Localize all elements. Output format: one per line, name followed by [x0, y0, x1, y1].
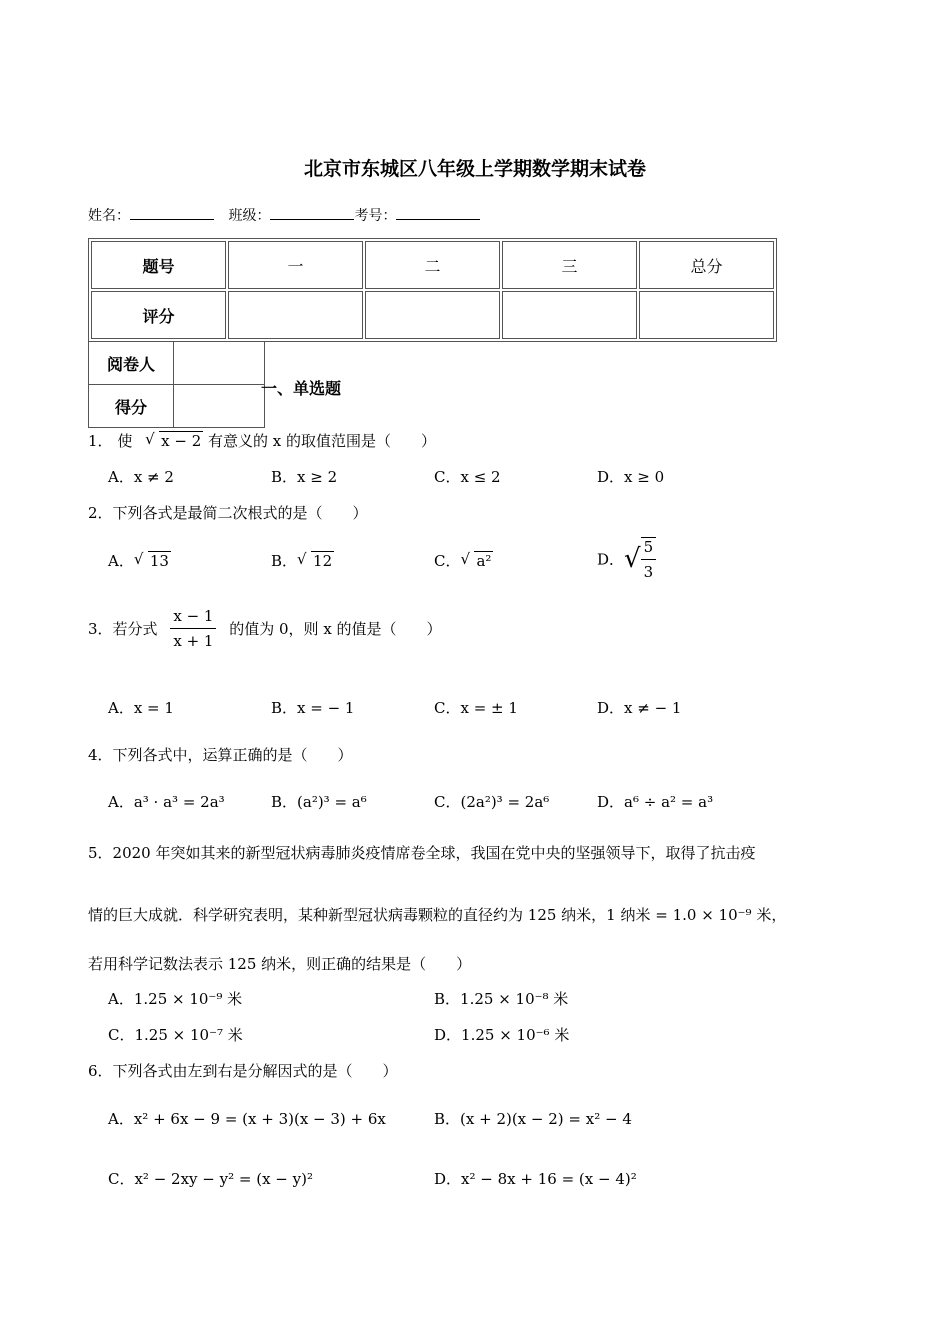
q3-fraction	[170, 607, 216, 650]
score-header-label: 题号	[91, 241, 226, 289]
q3-denominator: x + 1	[173, 632, 214, 650]
score-header-total: 总分	[639, 241, 774, 289]
q1-option-d[interactable]: D．x ≥ 0	[597, 468, 665, 486]
page-title: 北京市东城区八年级上学期数学期末试卷	[303, 158, 646, 180]
q2-option-b-radical: √ 12	[297, 550, 333, 570]
class-label: 班级：	[228, 208, 271, 224]
q6-option-b[interactable]: B．(x + 2)(x − 2) = x² − 4	[434, 1110, 632, 1128]
q6-option-d[interactable]: D．x² − 8x + 16 = (x − 4)²	[434, 1170, 637, 1188]
q2-option-d-numerator: 5	[641, 538, 657, 560]
q6-number: 6．	[88, 1062, 113, 1080]
q4-option-c[interactable]: C．(2a²)³ = 2a⁶	[434, 793, 550, 811]
q2-option-d-label: D．	[597, 550, 625, 569]
q2-option-d-fraction	[641, 537, 657, 581]
q4-option-b[interactable]: B．(a²)³ = a⁶	[271, 793, 367, 811]
q3-option-a[interactable]: A．x = 1	[108, 699, 174, 717]
q2-option-c[interactable]	[434, 550, 493, 571]
q2-option-b-label: B．	[271, 552, 298, 570]
q2-option-a[interactable]	[108, 550, 171, 571]
q1-post: 有意义的 x 的取值范围是（ ）	[208, 432, 437, 450]
reviewer-label: 阅卷人	[89, 342, 174, 385]
reviewer-cell[interactable]	[174, 342, 265, 385]
question-1	[88, 430, 436, 451]
grader-score-cell[interactable]	[174, 385, 265, 428]
q5-line-3: 若用科学记数法表示 125 纳米，则正确的结果是（ ）	[88, 955, 472, 973]
q3-numerator: x − 1	[170, 607, 216, 629]
name-label: 姓名：	[88, 208, 130, 224]
q3-option-c[interactable]: C．x = ± 1	[434, 699, 518, 717]
question-3	[88, 607, 442, 650]
q4-number: 4．	[88, 746, 113, 764]
q3-post: 的值为 0，则 x 的值是（ ）	[229, 620, 442, 638]
q2-option-a-radicand: 13	[149, 552, 169, 570]
q6-option-c[interactable]: C．x² − 2xy − y² = (x − y)²	[108, 1170, 313, 1188]
q1-option-c[interactable]: C．x ≤ 2	[434, 468, 501, 486]
q1-option-b[interactable]: B．x ≥ 2	[271, 468, 338, 486]
q3-option-b[interactable]: B．x = − 1	[271, 699, 355, 717]
q1-radicand: x − 2	[161, 432, 202, 450]
q2-option-d-denominator: 3	[643, 563, 654, 581]
grader-table	[88, 341, 265, 428]
score-header-1: 一	[228, 241, 363, 289]
score-cell[interactable]	[228, 291, 363, 339]
q3-option-d[interactable]: D．x ≠ − 1	[597, 699, 682, 717]
q1-number: 1．	[88, 432, 113, 450]
q5-option-b[interactable]: B．1.25 × 10⁻⁸ 米	[434, 990, 569, 1008]
q1-option-a[interactable]: A．x ≠ 2	[108, 468, 174, 486]
q2-option-d-radical-sign: √	[624, 544, 641, 574]
class-field[interactable]	[270, 206, 354, 220]
q1-pre: 使	[117, 432, 133, 450]
q2-option-c-radical: √ a²	[460, 550, 492, 570]
q2-option-b[interactable]	[271, 550, 334, 571]
q6-option-a[interactable]: A．x² + 6x − 9 = (x + 3)(x − 3) + 6x	[108, 1110, 386, 1128]
q2-option-b-radicand: 12	[313, 552, 333, 570]
q2-text: 下列各式是最简二次根式的是（ ）	[112, 504, 368, 522]
q5-line-1: 5．2020 年突如其来的新型冠状病毒肺炎疫情席卷全球，我国在党中央的坚强领导下，取得了抗击疫	[88, 844, 756, 862]
q5-line-2: 情的巨大成就．科学研究表明，某种新型冠状病毒颗粒的直径约为 125 纳米，1 纳米 = 1.0 × 10⁻⁹ 米，	[88, 906, 787, 924]
grader-score-label: 得分	[89, 385, 174, 428]
id-field[interactable]	[396, 206, 480, 220]
q2-option-c-label: C．	[434, 552, 461, 570]
score-header-2: 二	[365, 241, 500, 289]
name-field[interactable]	[130, 206, 214, 220]
question-4	[88, 744, 353, 765]
q4-option-d[interactable]: D．a⁶ ÷ a² = a³	[597, 793, 714, 811]
score-cell[interactable]	[365, 291, 500, 339]
q4-text: 下列各式中，运算正确的是（ ）	[112, 746, 353, 764]
q2-option-d[interactable]	[597, 537, 656, 581]
section-title: 一、单选题	[261, 379, 342, 398]
q5-option-a[interactable]: A．1.25 × 10⁻⁹ 米	[108, 990, 243, 1008]
q1-radical: √ x − 2	[145, 430, 202, 450]
question-2	[88, 502, 368, 523]
score-cell[interactable]	[502, 291, 637, 339]
question-6	[88, 1060, 398, 1081]
q4-option-a[interactable]: A．a³ · a³ = 2a³	[108, 793, 225, 811]
q3-pre: 若分式	[112, 620, 158, 638]
score-table	[88, 238, 777, 342]
score-header-3: 三	[502, 241, 637, 289]
q6-text: 下列各式由左到右是分解因式的是（ ）	[112, 1062, 398, 1080]
score-cell[interactable]	[639, 291, 774, 339]
q3-number: 3．	[88, 620, 113, 638]
q2-option-a-label: A．	[108, 552, 134, 570]
q2-number: 2．	[88, 504, 113, 522]
score-row-label: 评分	[91, 291, 226, 339]
q5-option-c[interactable]: C．1.25 × 10⁻⁷ 米	[108, 1026, 243, 1044]
q2-option-a-radical: √ 13	[133, 550, 169, 570]
id-label: 考号：	[354, 208, 397, 224]
q5-option-d[interactable]: D．1.25 × 10⁻⁶ 米	[434, 1026, 570, 1044]
student-info-line	[88, 205, 480, 225]
q2-option-c-radicand: a²	[476, 552, 492, 570]
